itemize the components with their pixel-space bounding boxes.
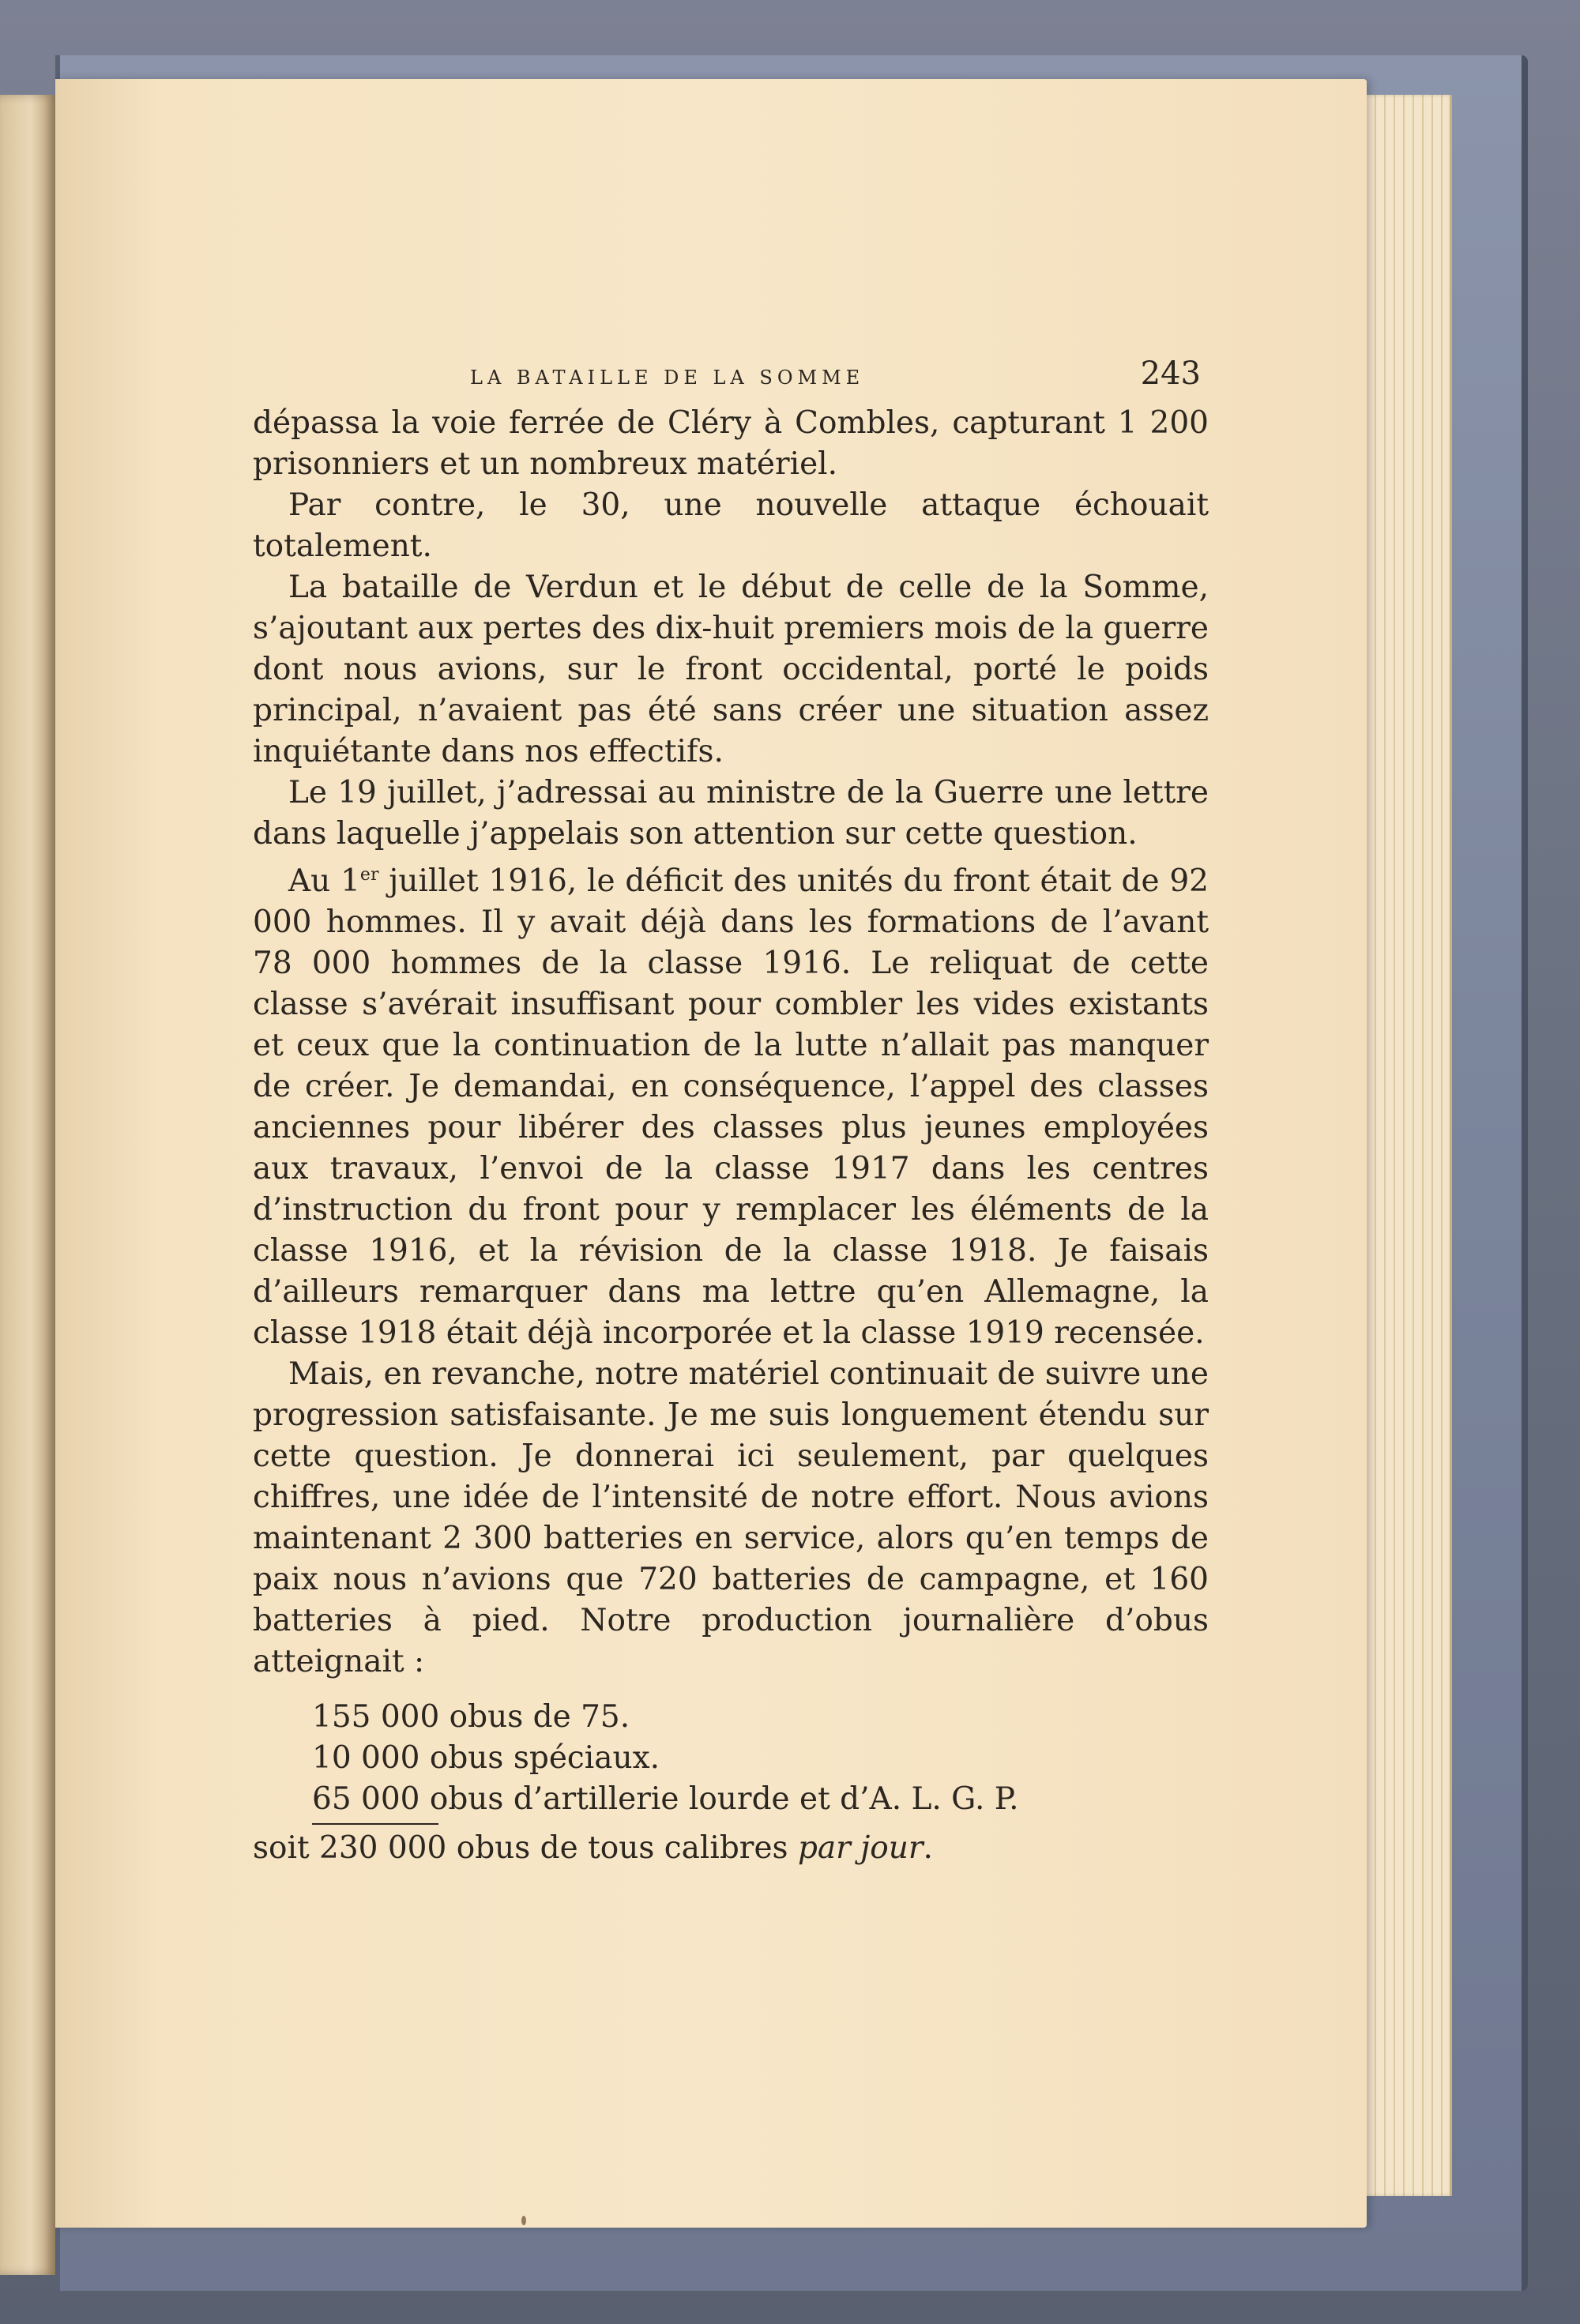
list-item: 10 000 obus spéciaux. <box>312 1740 660 1776</box>
paragraph-2: Par contre, le 30, une nouvelle attaque échouait totalement. <box>253 487 1209 564</box>
paragraph-5 <box>253 855 1209 1354</box>
paragraph-3: La bataille de Verdun et le début de celle de la Somme, s’ajoutant aux pertes des dix-huit premiers mois de la guerre dont nous avions, sur le front occidental, porté le poids principal, n’avaient pas été sans créer une situation assez inquiétante dans nos effectifs. <box>253 570 1209 769</box>
paragraph-4: Le 19 juillet, j’adressai au ministre de la Guerre une lettre dans laquelle j’appelais son attention sur cette question. <box>253 775 1209 852</box>
production-list <box>312 1697 1209 1820</box>
page-content <box>253 355 1209 1869</box>
paragraph-5-text: juillet 1916, le déficit des unités du front était de 92 000 hommes. Il y avait déjà dans les formations de l’avant 78 000 hommes de la classe 1916. Le reliquat de cette classe s’avérait insuffisant pour combler les vides existants et ceux que la continuation de la lutte n’allait pas manquer de créer. Je demandai, en conséquence, l’appel des classes anciennes pour libérer des classes plus jeunes employées aux travaux, l’envoi de la classe 1917 dans les centres d’instruction du front pour y remplacer les éléments de la classe 1916, et la révision de la classe 1918. Je faisais d’ailleurs remarquer dans ma lettre qu’en Allemagne, la classe 1918 était déjà incorporée et la classe 1919 recensée. <box>253 863 1209 1351</box>
page-mark <box>521 2216 526 2225</box>
page-number: 243 <box>1140 355 1201 392</box>
total-line <box>253 1828 1209 1869</box>
paragraph-5-superscript: er <box>359 865 379 885</box>
running-head <box>253 355 1209 392</box>
paragraph-6: Mais, en revanche, notre matériel continuait de suivre une progression satisfaisante. Je me suis longuement étendu sur cette question. Je donnerai ici seulement, par quelques chiffres, une idée de l’intensité de notre effort. Nous avions maintenant 2 300 batteries en service, alors qu’en temps de paix nous n’avions que 720 batteries de campagne, et 160 batteries à pied. Notre production journalière d’obus atteignait : <box>253 1356 1209 1679</box>
left-page-edge <box>0 95 55 2275</box>
paragraph-1: dépassa la voie ferrée de Cléry à Combles, capturant 1 200 prisonniers et un nombreux matériel. <box>253 405 1209 482</box>
total-prefix: soit 230 000 obus de tous calibres <box>253 1830 798 1866</box>
list-item: 155 000 obus de 75. <box>312 1699 630 1735</box>
book-page <box>55 79 1367 2228</box>
paragraph-5-prefix: Au 1 <box>288 863 360 899</box>
total-suffix: . <box>923 1830 933 1866</box>
list-item: 65 000 obus d’artillerie lourde et d’A. L. G. P. <box>312 1781 1019 1817</box>
summation-rule <box>312 1823 438 1825</box>
running-title: LA BATAILLE DE LA SOMME <box>470 367 865 389</box>
total-italic: par jour <box>797 1830 924 1866</box>
